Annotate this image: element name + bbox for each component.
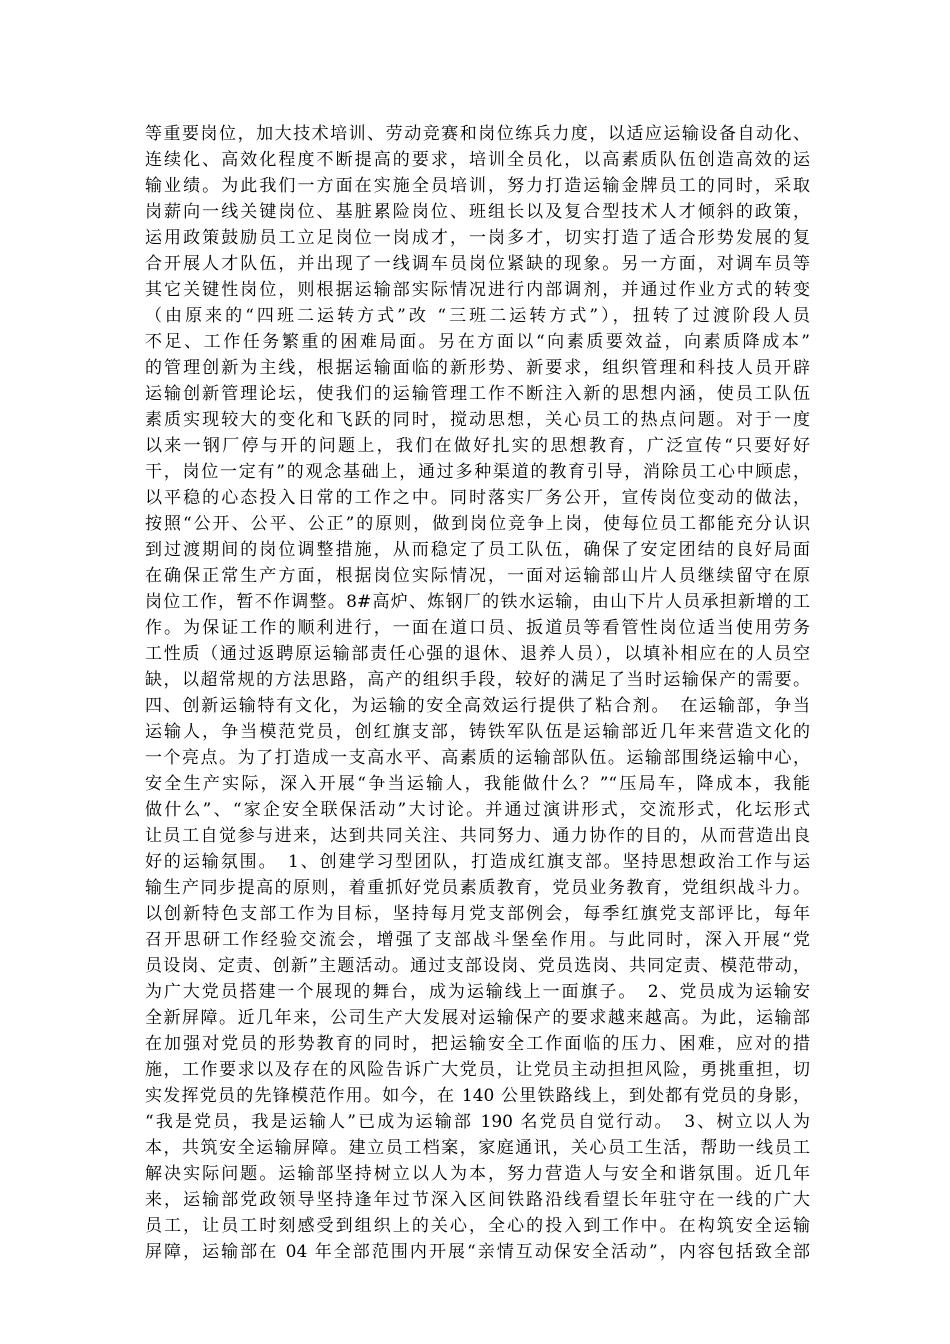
text-line: 本，共筑安全运输屏障。建立员工档案，家庭通讯，关心员工生活，帮助一线员工	[145, 1138, 810, 1158]
text-line: 的管理创新为主线，根据运输面临的新形势、新要求，组织管理和科技人员开辟	[145, 358, 810, 378]
text-line: 运输创新管理论坛，使我们的运输管理工作不断注入新的思想内涵，使员工队伍	[145, 384, 810, 404]
text-line: 合开展人才队伍，并出现了一线调车员岗位紧缺的现象。另一方面，对调车员等	[145, 254, 810, 274]
text-line: 等重要岗位，加大技术培训、劳动竞赛和岗位练兵力度，以适应运输设备自动化、	[145, 124, 810, 144]
text-line: 让员工自觉参与进来，达到共同关注、共同努力、通力协作的目的，从而营造出良	[145, 826, 810, 846]
text-line: 员工，让员工时刻感受到组织上的关心，全心的投入到工作中。在构筑安全运输	[145, 1216, 810, 1236]
text-line: 素质实现较大的变化和飞跃的同时，搅动思想，关心员工的热点问题。对于一度	[145, 410, 810, 430]
text-line: 四、创新运输特有文化，为运输的安全高效运行提供了粘合剂。 在运输部，争当	[145, 696, 810, 716]
text-line: 全新屏障。近几年来，公司生产大发展对运输保产的要求越来越高。为此，运输部	[145, 1008, 810, 1028]
text-line: 屏障，运输部在 04 年全部范围内开展“亲情互动保安全活动”，内容包括致全部	[145, 1242, 810, 1262]
text-line: 召开思研工作经验交流会，增强了支部战斗堡垒作用。与此同时，深入开展“党	[145, 930, 810, 950]
text-line: 工性质（通过返聘原运输部责任心强的退休、退养人员），以填补相应在的人员空	[145, 644, 810, 664]
text-line: 运输人，争当模范党员，创红旗支部，铸铁军队伍是运输部近几年来营造文化的	[145, 722, 810, 742]
text-line: “我是党员，我是运输人”已成为运输部 190 名党员自觉行动。 3、树立以人为	[145, 1112, 810, 1132]
text-line: 安全生产实际，深入开展“争当运输人，我能做什么？”“压局车，降成本，我能	[145, 774, 810, 794]
text-line: 缺，以超常规的方法思路，高产的组织手段，较好的满足了当时运输保产的需要。	[145, 670, 810, 690]
text-line: 到过渡期间的岗位调整措施，从而稳定了员工队伍，确保了安定团结的良好局面	[145, 540, 810, 560]
text-line: 做什么”、“家企安全联保活动”大讨论。并通过演讲形式，交流形式，化坛形式	[145, 800, 810, 820]
text-line: 来，运输部党政领导坚持逢年过节深入区间铁路沿线看望长年驻守在一线的广大	[145, 1190, 810, 1210]
text-line: 以来一钢厂停与开的问题上，我们在做好扎实的思想教育，广泛宣传“只要好好	[145, 436, 810, 456]
text-line: 干，岗位一定有”的观念基础上，通过多种渠道的教育引导，消除员工心中顾虑，	[145, 462, 810, 482]
body-text	[145, 121, 810, 1265]
text-line: 为广大党员搭建一个展现的舞台，成为运输线上一面旗子。 2、党员成为运输安	[145, 982, 810, 1002]
text-line: 解决实际问题。运输部坚持树立以人为本，努力营造人与安全和谐氛围。近几年	[145, 1164, 810, 1184]
text-line: 以平稳的心态投入日常的工作之中。同时落实厂务公开，宣传岗位变动的做法，	[145, 488, 810, 508]
text-line: 实发挥党员的先锋模范作用。如今，在 140 公里铁路线上，到处都有党员的身影，	[145, 1086, 810, 1106]
text-line: 在加强对党员的形势教育的同时，把运输安全工作面临的压力、困难，应对的措	[145, 1034, 810, 1054]
text-line: 输业绩。为此我们一方面在实施全员培训，努力打造运输金牌员工的同时，采取	[145, 176, 810, 196]
text-line: 员设岗、定责、创新”主题活动。通过支部设岗、党员选岗、共同定责、模范带动，	[145, 956, 810, 976]
text-line: 岗薪向一线关键岗位、基脏累险岗位、班组长以及复合型技术人才倾斜的政策，	[145, 202, 810, 222]
text-line: 好的运输氛围。 1、创建学习型团队，打造成红旗支部。坚持思想政治工作与运	[145, 852, 810, 872]
text-line: （由原来的“四班二运转方式”改 “三班二运转方式”），扭转了过渡阶段人员	[145, 306, 810, 326]
text-line: 按照“公开、公平、公正”的原则，做到岗位竞争上岗，使每位员工都能充分认识	[145, 514, 810, 534]
text-line: 其它关键性岗位，则根据运输部实际情况进行内部调剂，并通过作业方式的转变	[145, 280, 810, 300]
text-line: 运用政策鼓励员工立足岗位一岗成才，一岗多才，切实打造了适合形势发展的复	[145, 228, 810, 248]
text-line: 连续化、高效化程度不断提高的要求，培训全员化，以高素质队伍创造高效的运	[145, 150, 810, 170]
text-line: 岗位工作，暂不作调整。8#高炉、炼钢厂的铁水运输，由山下片人员承担新增的工	[145, 592, 810, 612]
text-line: 输生产同步提高的原则，着重抓好党员素质教育，党员业务教育，党组织战斗力。	[145, 878, 810, 898]
text-line: 作。为保证工作的顺利进行，一面在道口员、扳道员等看管性岗位适当使用劳务	[145, 618, 810, 638]
text-line: 施，工作要求以及存在的风险告诉广大党员，让党员主动担担风险，勇挑重担，切	[145, 1060, 810, 1080]
text-line: 不足、工作任务繁重的困难局面。另在方面以“向素质要效益，向素质降成本”	[145, 332, 810, 352]
text-line: 一个亮点。为了打造成一支高水平、高素质的运输部队伍。运输部围绕运输中心，	[145, 748, 810, 768]
text-line: 以创新特色支部工作为目标，坚持每月党支部例会，每季红旗党支部评比，每年	[145, 904, 810, 924]
text-line: 在确保正常生产方面，根据岗位实际情况，一面对运输部山片人员继续留守在原	[145, 566, 810, 586]
